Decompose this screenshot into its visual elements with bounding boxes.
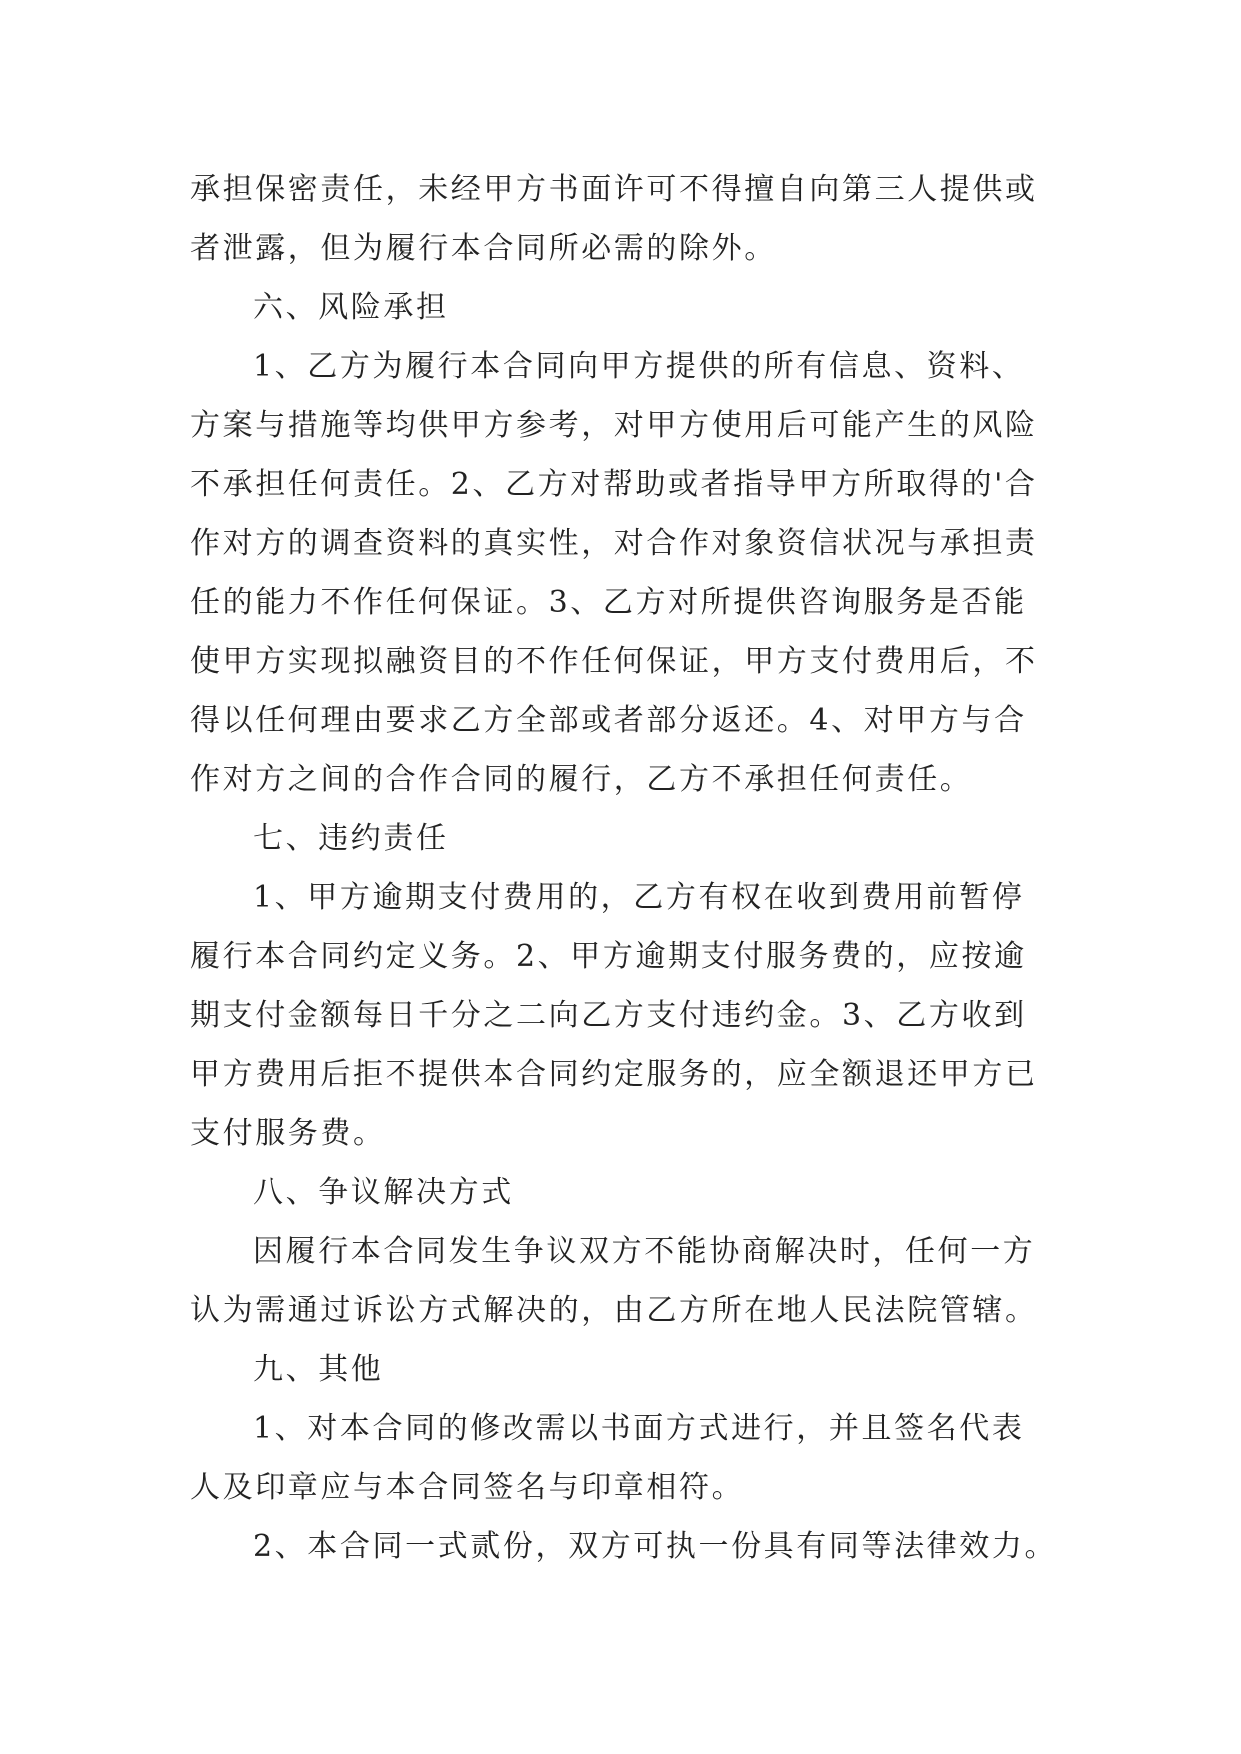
text-line: 履行本合同约定义务。2、甲方逾期支付服务费的，应按逾 <box>190 939 1027 974</box>
text-line: 作对方的调查资料的真实性，对合作对象资信状况与承担责 <box>190 526 1038 561</box>
section-heading-risk: 六、风险承担 <box>253 290 449 325</box>
text-line: 期支付金额每日千分之二向乙方支付违约金。3、乙方收到 <box>190 998 1027 1033</box>
text-line: 不承担任何责任。2、乙方对帮助或者指导甲方所取得的'合 <box>190 467 1038 502</box>
contract-text <box>190 160 1070 1576</box>
section-heading-other: 九、其他 <box>253 1352 384 1387</box>
text-line: 支付服务费。 <box>190 1116 386 1151</box>
text-line: 使甲方实现拟融资目的不作任何保证，甲方支付费用后，不 <box>190 644 1038 679</box>
text-line: 方案与措施等均供甲方参考，对甲方使用后可能产生的风险 <box>190 408 1038 443</box>
text-line: 认为需通过诉讼方式解决的，由乙方所在地人民法院管辖。 <box>190 1293 1038 1328</box>
text-line: 承担保密责任，未经甲方书面许可不得擅自向第三人提供或 <box>190 172 1038 207</box>
text-line: 任的能力不作任何保证。3、乙方对所提供咨询服务是否能 <box>190 585 1027 620</box>
text-line: 者泄露，但为履行本合同所必需的除外。 <box>190 231 777 266</box>
text-line: 得以任何理由要求乙方全部或者部分返还。4、对甲方与合 <box>190 703 1027 738</box>
text-line: 1、乙方为履行本合同向甲方提供的所有信息、资料、 <box>253 349 1025 384</box>
text-line: 因履行本合同发生争议双方不能协商解决时，任何一方 <box>253 1234 1036 1269</box>
section-heading-dispute: 八、争议解决方式 <box>253 1175 514 1210</box>
text-line: 作对方之间的合作合同的履行，乙方不承担任何责任。 <box>190 762 973 797</box>
text-line: 甲方费用后拒不提供本合同约定服务的，应全额退还甲方已 <box>190 1057 1038 1092</box>
text-line: 1、甲方逾期支付费用的，乙方有权在收到费用前暂停 <box>253 880 1025 915</box>
text-line: 1、对本合同的修改需以书面方式进行，并且签名代表 <box>253 1411 1025 1446</box>
text-line: 2、本合同一式贰份，双方可执一份具有同等法律效力。 <box>253 1529 1058 1564</box>
text-line: 人及印章应与本合同签名与印章相符。 <box>190 1470 745 1505</box>
section-heading-breach: 七、违约责任 <box>253 821 449 856</box>
